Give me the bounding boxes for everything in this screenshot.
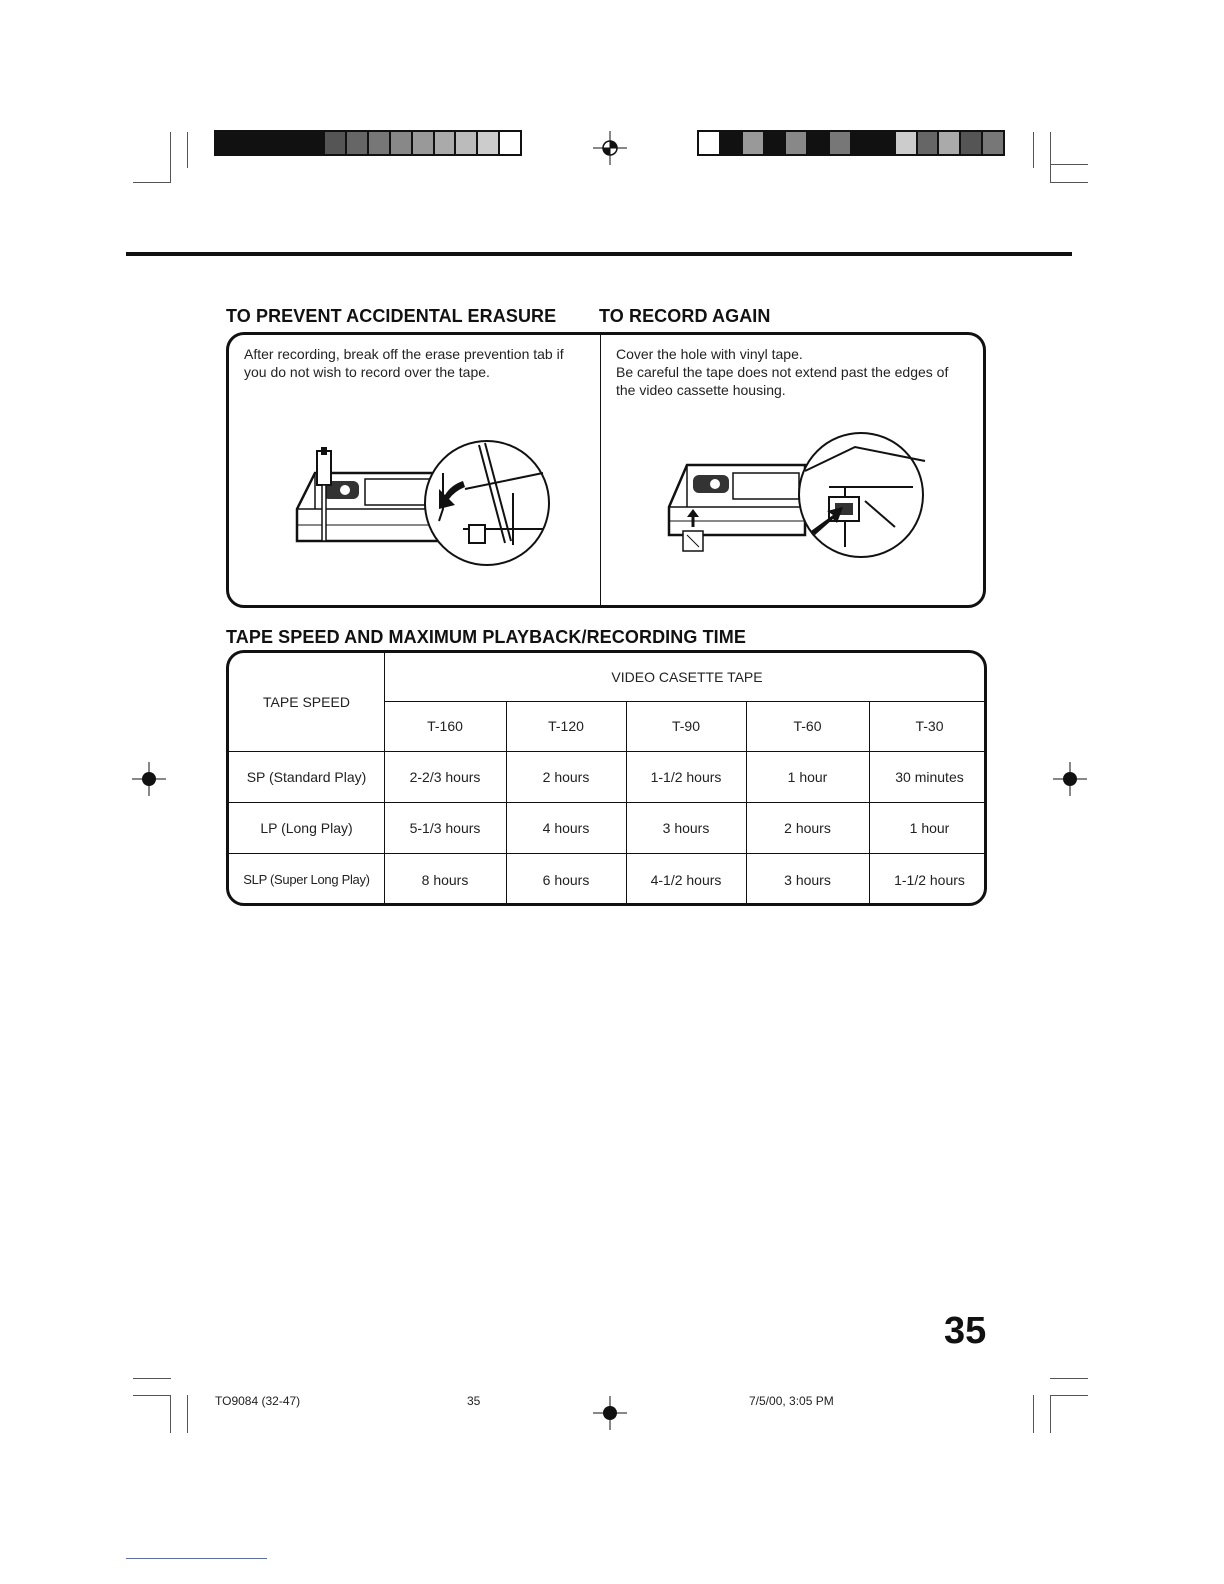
column-header: T-160 <box>427 718 463 734</box>
erasure-text-line: After recording, break off the erase prevention tab if <box>244 346 564 362</box>
crop-mark <box>1050 1395 1051 1433</box>
record-again-text-line: Be careful the tape does not extend past the edges of <box>616 364 949 380</box>
crop-mark <box>1050 182 1088 183</box>
table-cell: 2 hours <box>542 768 590 785</box>
crop-mark <box>187 1395 188 1433</box>
erasure-instructions <box>244 345 564 381</box>
color-calibration-bar-right <box>697 130 1005 156</box>
crop-mark <box>187 132 188 168</box>
header-rule <box>126 252 1072 256</box>
registration-mark-icon <box>1053 762 1087 796</box>
bottom-link-underline <box>126 1558 267 1559</box>
footer-doc-code: TO9084 (32-47) <box>215 1394 301 1408</box>
speed-label: LP (Long Play) <box>260 819 353 836</box>
column-header: T-90 <box>671 718 700 734</box>
table-cell: 8 hours <box>421 871 469 888</box>
break-tab-illustration <box>293 433 557 573</box>
erasure-heading: TO PREVENT ACCIDENTAL ERASURE <box>226 306 557 326</box>
record-again-heading: TO RECORD AGAIN <box>599 306 771 326</box>
registration-mark-icon <box>593 131 627 165</box>
panel-divider <box>600 335 601 605</box>
record-again-text-line: the video cassette housing. <box>616 382 786 398</box>
tape-speed-table <box>226 650 987 906</box>
crop-mark <box>133 182 171 183</box>
registration-mark-icon <box>132 762 166 796</box>
tape-speed-header: TAPE SPEED <box>263 694 350 710</box>
table-cell: 2-2/3 hours <box>409 768 481 785</box>
record-again-instructions <box>616 345 948 399</box>
registration-mark-icon <box>593 1396 627 1430</box>
crop-mark <box>1050 1378 1088 1379</box>
table-cell: 1 hour <box>909 819 950 836</box>
column-header: T-30 <box>915 718 944 734</box>
crop-mark <box>170 1395 171 1433</box>
table-cell: 1-1/2 hours <box>650 768 722 785</box>
crop-mark <box>1050 132 1051 182</box>
column-header: T-60 <box>793 718 822 734</box>
illustration-panel <box>226 332 986 608</box>
table-cell: 2 hours <box>784 819 831 836</box>
table-cell: 4-1/2 hours <box>650 871 722 888</box>
crop-mark <box>1033 1395 1034 1433</box>
crop-mark <box>170 132 171 182</box>
crop-mark <box>1050 164 1088 165</box>
table-cell: 3 hours <box>662 819 710 836</box>
tape-table-heading: TAPE SPEED AND MAXIMUM PLAYBACK/RECORDING TIME <box>226 627 746 647</box>
footer-page: 35 <box>467 1394 481 1408</box>
crop-mark <box>133 1395 171 1396</box>
table-cell: 3 hours <box>784 871 831 888</box>
crop-mark <box>1050 1395 1088 1396</box>
table-cell: 1 hour <box>787 768 828 785</box>
table-cell: 5-1/3 hours <box>409 819 481 836</box>
erasure-text-line: you do not wish to record over the tape. <box>244 364 490 380</box>
column-header: T-120 <box>548 718 584 734</box>
page-number: 35 <box>944 1310 987 1352</box>
speed-label: SP (Standard Play) <box>246 768 367 785</box>
table-cell: 30 minutes <box>895 768 964 785</box>
cover-hole-illustration <box>665 431 935 561</box>
table-cell: 1-1/2 hours <box>894 871 965 888</box>
speed-label: SLP (Super Long Play) <box>243 872 370 887</box>
video-casette-tape-header: VIDEO CASETTE TAPE <box>611 669 763 685</box>
table-cell: 6 hours <box>542 871 590 888</box>
record-again-text-line: Cover the hole with vinyl tape. <box>616 346 803 362</box>
table-cell: 4 hours <box>542 819 590 836</box>
crop-mark <box>1033 132 1034 168</box>
footer-timestamp: 7/5/00, 3:05 PM <box>749 1394 834 1408</box>
color-calibration-bar-left <box>214 130 522 156</box>
crop-mark <box>133 1378 171 1379</box>
